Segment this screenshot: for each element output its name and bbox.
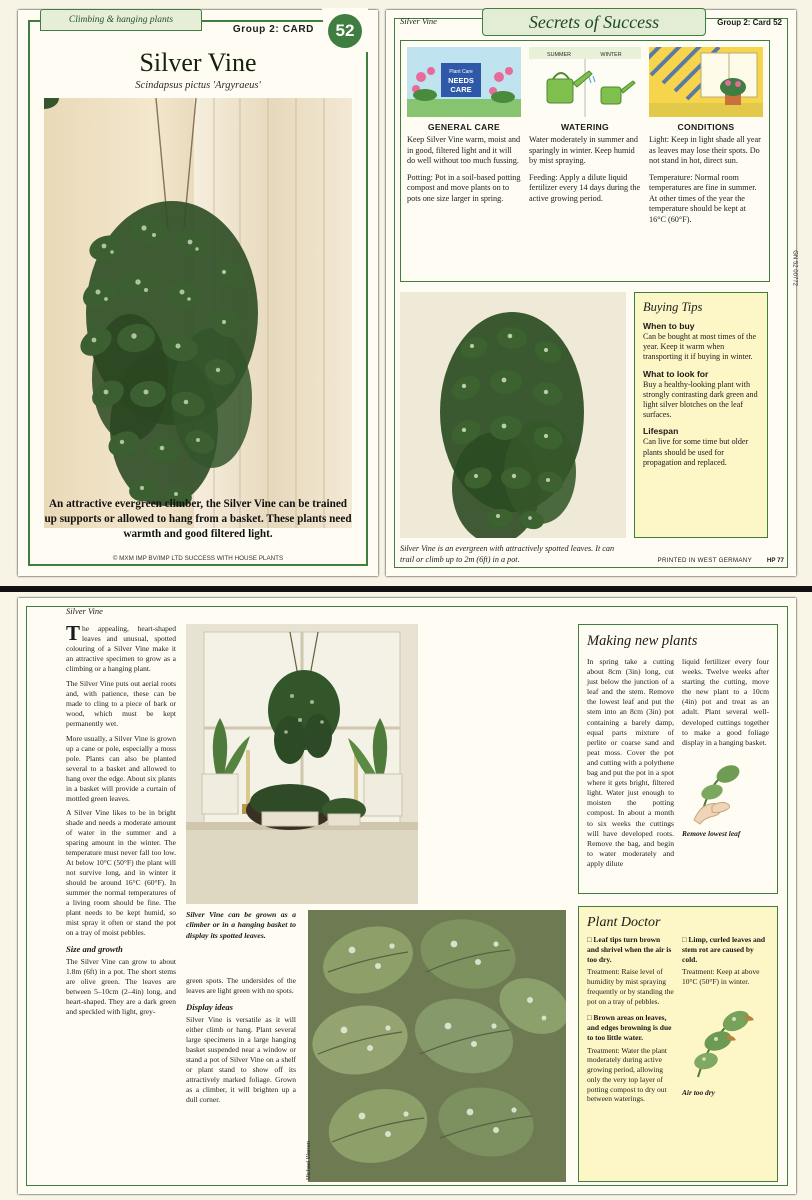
buying-tips-text-2: Can live for some time but older plants should be used for propagation and replaced. xyxy=(643,437,749,467)
watering-art xyxy=(529,47,641,117)
pd-treatment-0: Treatment: Raise level of humidity by mist spraying frequently or by standing the pot on a tray of pebbles. xyxy=(587,967,674,1006)
card-front xyxy=(18,10,378,576)
conditions-art xyxy=(649,47,763,117)
making-new-plants-art-caption: Remove lowest leaf xyxy=(682,828,741,838)
col1-para-4: The Silver Vine can grow to about 1.8m (6ft) in a pot. The short stems are olive green. The leaves are between 5–10cm (2–4in) long, and heart-shaped. They are a dark green and speckled with light, grey- xyxy=(66,957,176,1017)
window-photo xyxy=(186,624,418,904)
latin-name: Scindapsus pictus 'Argyraeus' xyxy=(135,80,261,91)
pd-problem-2: Limp, curled leaves and stem rot are caused by cold. xyxy=(682,935,766,964)
category-tab: Climbing & hanging plants xyxy=(40,9,202,31)
general-care-text-2: Potting: Pot in a soil-based potting compost and move plants on to pots one size larger in spring. xyxy=(407,172,521,203)
window-photo-caption: Silver Vine can be grown as a climber or in a hanging basket to display its spotted leaves. xyxy=(186,910,296,940)
plant-doctor-panel: Plant Doctor □ Leaf tips turn brown and shrivel when the air is too dry. Treatment: Raise level of humidity by mist spraying frequently or by standing the pot on a tray of pebbles. □ Brown areas on leaves, and edges browning is due to too little water. Treatment: Water the plant moderately during active growing period, allowing only the very top layer of potting compost to dry out between waterings. □ Limp, curled leaves and stem rot are caused by cold. Treatment: Keep at above 10°C (50°F) in winter. Air too dry xyxy=(578,906,778,1182)
svg-text:Plant Care: Plant Care xyxy=(449,69,473,75)
main-caption: An attractive evergreen climber, the Silver Vine can be trained up supports or allowed to hang from a basket. These plants need warmth and good filtered light. xyxy=(44,497,352,540)
card-code: HP 77 xyxy=(766,557,784,564)
care-panel xyxy=(400,40,770,282)
watering-text-1: Water moderately in summer and sparingly in winter. Keep humid by mist spraying. xyxy=(529,135,638,165)
general-care-art xyxy=(407,47,521,117)
buying-tips-text-1: Buy a healthy-looking plant with strongly contrasting dark green and light silver blotches on the leaf surfaces. xyxy=(643,379,758,420)
making-new-plants-panel xyxy=(578,624,778,894)
group-label: Group 2: CARD xyxy=(232,24,314,35)
col1-heading: Size and growth xyxy=(66,944,123,955)
secrets-of-success-banner: Secrets of Success xyxy=(482,8,706,36)
conditions-text-2: Temperature: Normal room temperatures are fine in summer. At other times of the year the temperature should be kept at 16°C (60°F). xyxy=(649,172,757,224)
printed-line: PRINTED IN WEST GERMANY xyxy=(657,557,752,564)
card-inner-spread xyxy=(18,598,796,1194)
col1-para-0: The appealing, heart-shaped leaves and unusual, spotted colouring of a Silver Vine make it an attractive specimen to grow as a climbing or a hanging plant. xyxy=(66,621,176,673)
buying-tips-panel xyxy=(634,292,768,538)
vertical-code: GN 52 00772 xyxy=(792,250,798,286)
text-column-1 xyxy=(66,621,176,1180)
pd-treatment-1: Treatment: Water the plant moderately during active growing period, allowing only the very top layer of potting compost to dry out between waterings. xyxy=(587,1045,668,1104)
plant-label: Silver Vine xyxy=(400,16,437,26)
air-too-dry-art xyxy=(682,997,769,1088)
pd-treatment-2: Treatment: Keep at above 10°C (50°F) in winter. xyxy=(682,967,760,986)
buying-tips-title: Buying Tips xyxy=(643,300,703,314)
page-title: Silver Vine xyxy=(139,48,257,77)
col2-heading: Display ideas xyxy=(186,1001,234,1012)
buying-tips-heading-2: Lifespan xyxy=(643,426,679,437)
photo-caption-inner xyxy=(186,910,296,946)
making-new-plants-col-b: liquid fertilizer every four weeks. Twelve weeks after starting the cutting, move the new plant to a 10cm (4in) pot and treat as an adult. Plant several well-developed cuttings together to make a good foliage display in a hanging basket. xyxy=(682,657,769,747)
copyright-line: © MXM IMP BV/IMP LTD SUCCESS WITH HOUSE PLANTS xyxy=(112,555,284,562)
secondary-photo xyxy=(400,292,626,538)
col1-para-1: The Silver Vine puts out aerial roots and, with patience, these can be made to cling to a piece of bark or wood, which must be kept permanently wet. xyxy=(66,678,176,728)
plant-doctor-title: Plant Doctor xyxy=(587,915,661,930)
bottom-sheet xyxy=(0,592,812,1200)
pd-problem-1: Brown areas on leaves, and edges browning is due to too little water. xyxy=(587,1013,672,1042)
col1-para-3: A Silver Vine likes to be in bright shade and needs a moderate amount of water in the summer and a sparing amount in the winter. The temperature must never fall too low. At below 10°C (50°F) the plant will not survive long, and in winter it should be around 16°C (60°F). In summer the normal temperatures of a living room should be fine. The plant needs to be kept humid, so mist spray it often or stand the pot on a tray of moist pebbles. xyxy=(66,808,176,938)
group-label-back: Group 2: Card 52 xyxy=(717,18,782,27)
svg-text:NEEDS: NEEDS xyxy=(448,76,474,85)
col2-para-0: green spots. The undersides of the leaves are light green with no spots. xyxy=(186,976,296,995)
making-new-plants-title: Making new plants xyxy=(587,633,698,649)
leaf-closeup-photo xyxy=(308,910,566,1182)
svg-text:WINTER: WINTER xyxy=(600,52,622,58)
text-column-2 xyxy=(186,976,296,1110)
photo-credit: Michael Warren xyxy=(306,1141,312,1180)
card-number: 52 xyxy=(328,14,362,48)
plant-doctor-art-caption: Air too dry xyxy=(682,1087,715,1097)
col2-para-1: Silver Vine is versatile as it will either climb or hang. Plant several large specimens in a large hanging basket suspended near a window or stand a pot of Silver Vine on a shelf or plant stand to show off its attractively marked foliage. Grown as a climber, it will brighten up a dull corner. xyxy=(186,1015,296,1105)
top-sheet xyxy=(0,0,812,586)
secondary-photo-caption: Silver Vine is an evergreen with attractively spotted leaves. It can trail or climb up to 2m (6ft) in a pot. xyxy=(400,544,615,564)
making-new-plants-col-a: In spring take a cutting about 8cm (3in) long, cut just below the junction of a leaf and the stem. Remove the lowest leaf and put the stem into an 8cm (3in) pot containing a barely damp, equal parts mixture of perlite or coarse sand and peat moss. Cover the pot and cutting with a polythene bag and put the pot in a spot where it gets bright, filtered light. Water just enough to moisten the potting compost. In about a month to six weeks the cuttings will have developed roots. Remove the bag, and begin to water moderately and apply dilute xyxy=(587,657,674,868)
svg-text:SUMMER: SUMMER xyxy=(547,52,571,58)
cutting-hand-art xyxy=(682,754,769,829)
main-photo-art xyxy=(44,98,352,528)
general-care-heading: GENERAL CARE xyxy=(427,122,501,132)
buying-tips-heading-0: When to buy xyxy=(643,321,695,331)
conditions-text-1: Light: Keep in light shade all year as leaves may lose their spots. Do not stand in hot, direct sun. xyxy=(649,135,761,165)
watering-text-2: Feeding: Apply a dilute liquid fertilizer every 14 days during the active growing period. xyxy=(529,172,641,203)
buying-tips-heading-1: What to look for xyxy=(643,368,709,379)
svg-text:CARE: CARE xyxy=(450,85,472,94)
watering-heading: WATERING xyxy=(560,122,610,132)
pd-problem-0: Leaf tips turn brown and shrivel when the air is too dry. xyxy=(587,935,672,964)
col1-para-2: More usually, a Silver Vine is grown up a cane or pole, especially a moss pole. Plants can also be planted several to a basket and allowed to hang over the edge. About six plants in a basket will provide a curtain of mottled green leaves. xyxy=(66,733,176,803)
plant-label-inner: Silver Vine xyxy=(66,606,103,616)
main-photo xyxy=(44,98,352,528)
conditions-heading: CONDITIONS xyxy=(677,122,735,132)
general-care-text-1: Keep Silver Vine warm, moist and in good, filtered light and it will do well without too much fussing. xyxy=(407,135,521,165)
card-back xyxy=(386,10,796,576)
buying-tips-text-0: Can be bought at most times of the year. Keep it warm when transporting it if buying in winter. xyxy=(643,332,757,362)
